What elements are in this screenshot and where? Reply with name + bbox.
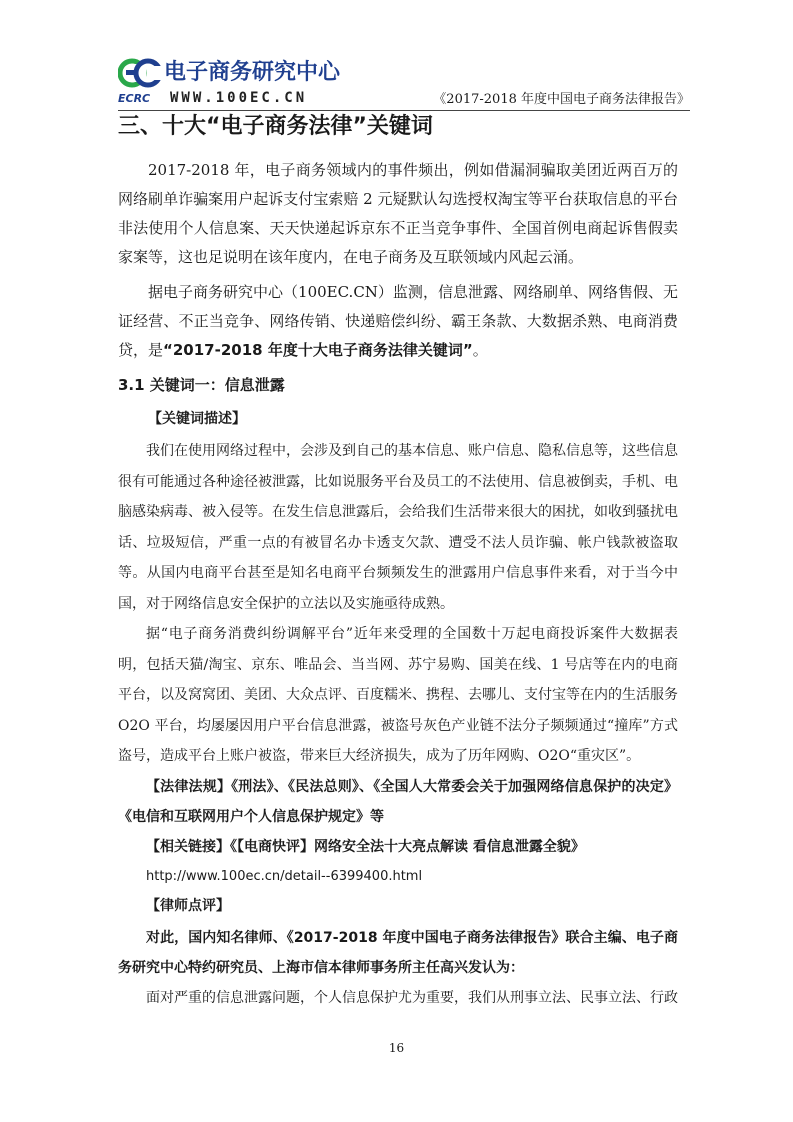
logo-abbreviation: ECRC bbox=[118, 92, 151, 105]
description-paragraph-1: 我们在使用网络过程中，会涉及到自己的基本信息、账户信息、隐私信息等，这些信息很有可能通过各种途径被泄露，比如说服务平台及员工的不法使用、信息被倒卖，手机、电脑感染病毒、被入侵等。在发生信息泄露后，会给我们生活带来很大的困扰，如收到骚扰电话、垃圾短信，严重一点的有被冒名办卡透支欠款、遭受不法人员诈骗、帐户钱款被盗取等。从国内电商平台甚至是知名电商平台频频发生的泄露用户信息事件来看，对于当今中国，对于网络信息安全保护的立法以及实施亟待成熟。 bbox=[118, 443, 678, 612]
intro-paragraph-2-text: 据电子商务研究中心（100EC.CN）监测，信息泄露、网络刷单、网络售假、无证经营、不正当竞争、网络传销、快递赔偿纠纷、霸王条款、大数据杀熟、电商消费贷，是 bbox=[118, 283, 678, 359]
intro-paragraph-1: 2017-2018 年，电子商务领域内的事件频出，例如借漏洞骗取美团近两百万的网络刷单诈骗案用户起诉支付宝索赔 2 元疑默认勾选授权淘宝等平台获取信息的平台非法使用个人信息案、天天快递起诉京东不正当竞争事件、全国首例电商起诉售假卖家案等，这也足说明在该年度内，在电子商务及互联领域内风起云涌。 bbox=[118, 161, 678, 266]
intro-paragraph-2 bbox=[118, 278, 678, 365]
subsection-heading: 3.1 关键词一：信息泄露 bbox=[118, 376, 285, 394]
page-header bbox=[118, 56, 690, 108]
related-link-url[interactable]: http://www.100ec.cn/detail--6399400.html bbox=[146, 868, 423, 884]
laws-paragraph: 【法律法规】《刑法》、《民法总则》、《全国人大常委会关于加强网络信息保护的决定》《电信和互联网用户个人信息保护规定》等 bbox=[118, 778, 678, 825]
logo-url: WWW.100EC.CN bbox=[170, 90, 308, 106]
related-links-paragraph[interactable]: 【相关链接】《【电商快评】网络安全法十大亮点解读 看信息泄露全貌》 bbox=[146, 838, 585, 855]
lawyer-body bbox=[118, 983, 678, 1014]
lawyer-intro-paragraph: 对此，国内知名律师、《2017-2018 年度中国电子商务法律报告》联合主编、电子商务研究中心特约研究员、上海市信本律师事务所主任高兴发认为： bbox=[118, 929, 678, 976]
page-content bbox=[118, 112, 678, 1013]
keyword-description-label: 【关键词描述】 bbox=[148, 411, 246, 427]
lawyer-comment-label: 【律师点评】 bbox=[146, 897, 230, 914]
description-paragraph-2: 据“电子商务消费纠纷调解平台”近年来受理的全国数十万起电商投诉案件大数据表明，包括天猫/淘宝、京东、唯品会、当当网、苏宁易购、国美在线、1 号店等在内的电商平台，以及窝窝团、美团、大众点评、百度糯米、携程、去哪儿、支付宝等在内的生活服务 O2O 平台，均屡屡因用户平台信息泄露，被盗号灰色产业链不法分子频频通过“撞库”方式盗号，造成平台上账户被盗，带来巨大经济损失，成为了历年网购、O2O“重灾区”。 bbox=[118, 626, 678, 764]
report-name: 《2017-2018 年度中国电子商务法律报告》 bbox=[433, 92, 690, 107]
intro-paragraph-2-end: 。 bbox=[472, 341, 488, 359]
ecrc-logo-mark-icon bbox=[118, 58, 162, 88]
logo-title: 电子商务研究中心 bbox=[164, 60, 341, 85]
keywords-title-emphasis: “2017-2018 年度十大电子商务法律关键词” bbox=[163, 341, 473, 359]
lawyer-paragraph: 面对严重的信息泄露问题，个人信息保护尤为重要，我们从刑事立法、民事立法、行政 bbox=[146, 989, 678, 1006]
header-divider bbox=[118, 110, 690, 111]
intro-block bbox=[118, 156, 678, 365]
ecrc-logo bbox=[118, 56, 348, 108]
page-number: 16 bbox=[388, 1041, 405, 1055]
section-title: 三、十大“电子商务法律”关键词 bbox=[118, 114, 433, 139]
body-block bbox=[118, 436, 678, 772]
